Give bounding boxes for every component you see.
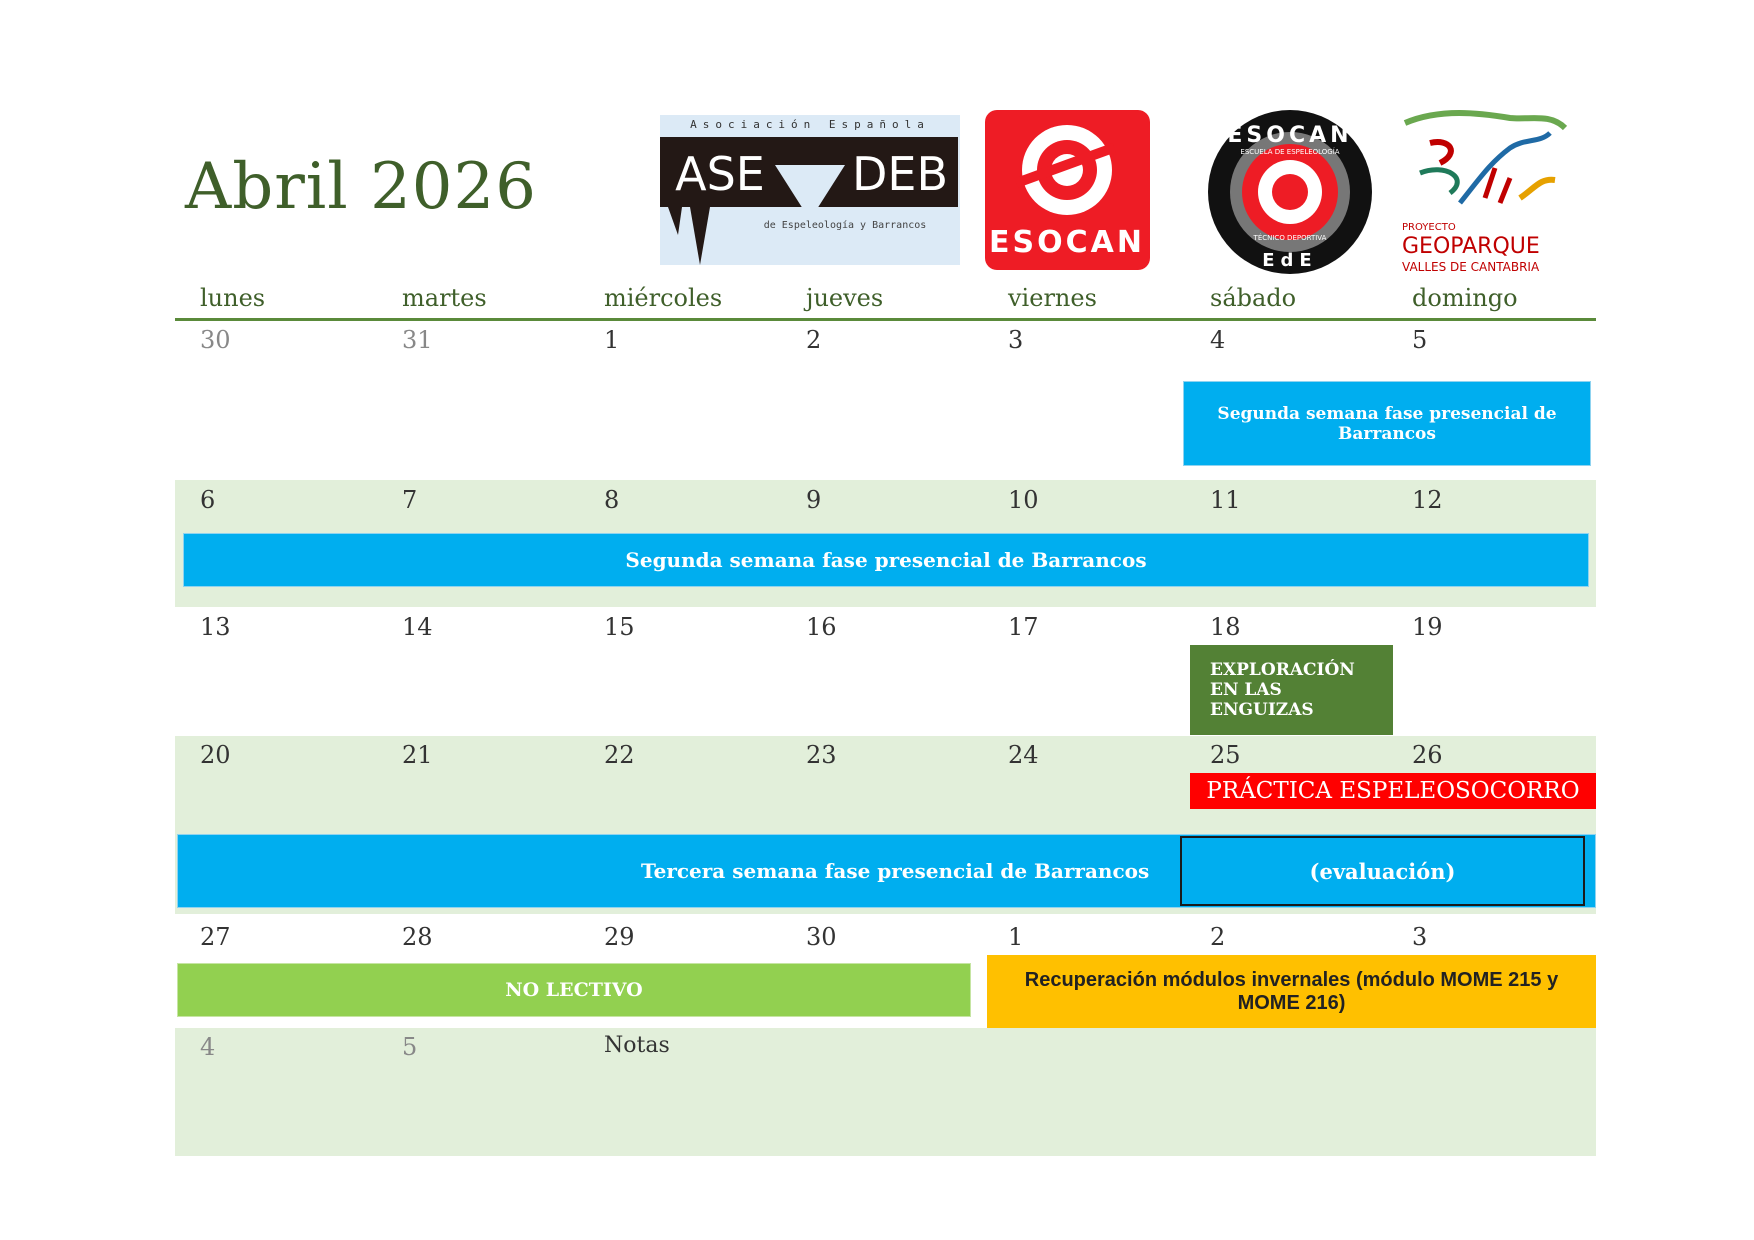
weekday-header-martes: martes <box>402 284 487 312</box>
day-cell: 20 <box>200 741 231 769</box>
day-cell: 24 <box>1008 741 1039 769</box>
asedeb-top-text: Asociación Española <box>690 118 930 131</box>
ede-logo <box>1205 108 1375 276</box>
day-cell: 17 <box>1008 613 1039 641</box>
day-cell: 7 <box>402 486 418 514</box>
day-cell: 16 <box>806 613 837 641</box>
event-label: PRÁCTICA ESPELEOSOCORRO <box>1206 778 1580 804</box>
event-label: Recuperación módulos invernales (módulo MOME 215 y MOME 216) <box>1024 968 1559 1014</box>
esocan-label: ESOCAN <box>989 225 1145 260</box>
day-cell: 4 <box>1210 326 1226 354</box>
event-label: Segunda semana fase presencial de Barrancos <box>1217 403 1557 444</box>
event-exploracion-enguizas[interactable] <box>1190 645 1393 735</box>
event-label: Tercera semana fase presencial de Barrancos <box>641 859 1150 883</box>
day-cell: 29 <box>604 923 635 951</box>
day-cell: 13 <box>200 613 231 641</box>
ede-ring-inner-text: ESCUELA DE ESPELEOLOGÍA <box>1240 148 1340 156</box>
day-cell: 11 <box>1210 486 1241 514</box>
weekday-header-sabado: sábado <box>1210 284 1297 312</box>
day-cell: 23 <box>806 741 837 769</box>
day-cell: 31 <box>402 326 433 354</box>
day-cell: 22 <box>604 741 635 769</box>
event-recuperacion-modulos[interactable] <box>987 955 1596 1028</box>
day-cell: 3 <box>1412 923 1428 951</box>
notes-band <box>175 1028 1596 1156</box>
weekday-header-miercoles: miércoles <box>604 284 723 312</box>
day-cell: 12 <box>1412 486 1443 514</box>
day-cell: 4 <box>200 1033 216 1061</box>
geoparque-line3: VALLES DE CANTABRIA <box>1402 260 1540 274</box>
event-label: NO LECTIVO <box>505 979 643 1001</box>
day-cell: 9 <box>806 486 822 514</box>
day-cell: 30 <box>806 923 837 951</box>
esocan-logo <box>985 110 1150 270</box>
event-practica-espeleosocorro[interactable] <box>1190 773 1596 809</box>
ede-center-text: EdE <box>1262 250 1318 271</box>
weekday-header-domingo: domingo <box>1412 284 1518 312</box>
event-no-lectivo[interactable] <box>177 963 971 1017</box>
day-cell: 5 <box>402 1033 418 1061</box>
weekday-header-lunes: lunes <box>200 284 266 312</box>
event-label: EXPLORACIÓN EN LAS ENGUIZAS <box>1210 660 1355 720</box>
asedeb-right-text: DEB <box>851 147 949 201</box>
event-segunda-semana-week2[interactable] <box>183 533 1589 587</box>
day-cell: 3 <box>1008 326 1024 354</box>
geoparque-logo <box>1400 108 1570 276</box>
day-cell: 30 <box>200 326 231 354</box>
day-cell: 27 <box>200 923 231 951</box>
ede-ring-bottom-text: TÉCNICO DEPORTIVA <box>1253 234 1327 242</box>
day-cell: 8 <box>604 486 620 514</box>
day-cell: 5 <box>1412 326 1428 354</box>
notes-label: Notas <box>604 1033 670 1058</box>
day-cell: 6 <box>200 486 216 514</box>
geoparque-line2: GEOPARQUE <box>1402 234 1540 259</box>
weekday-header-jueves: jueves <box>806 284 884 312</box>
day-cell: 25 <box>1210 741 1241 769</box>
event-evaluacion[interactable] <box>1180 836 1585 906</box>
asedeb-bottom-text: de Espeleología y Barrancos <box>763 220 927 231</box>
day-cell: 2 <box>1210 923 1226 951</box>
page-title: Abril 2026 <box>185 150 537 224</box>
event-label: Segunda semana fase presencial de Barrancos <box>625 548 1147 572</box>
event-segunda-semana-week1[interactable] <box>1183 381 1591 466</box>
day-cell: 21 <box>402 741 433 769</box>
day-cell: 1 <box>1008 923 1024 951</box>
day-cell: 10 <box>1008 486 1039 514</box>
day-cell: 2 <box>806 326 822 354</box>
day-cell: 18 <box>1210 613 1241 641</box>
ede-ring-top-text: ESOCAN <box>1227 123 1353 148</box>
geoparque-line1: PROYECTO <box>1402 222 1456 233</box>
day-cell: 1 <box>604 326 620 354</box>
day-cell: 19 <box>1412 613 1443 641</box>
day-cell: 14 <box>402 613 433 641</box>
asedeb-logo <box>660 115 960 265</box>
day-cell: 28 <box>402 923 433 951</box>
event-label: (evaluación) <box>1309 858 1456 884</box>
weekday-header-viernes: viernes <box>1008 284 1097 312</box>
header-divider <box>175 318 1596 321</box>
day-cell: 15 <box>604 613 635 641</box>
day-cell: 26 <box>1412 741 1443 769</box>
asedeb-left-text: ASE <box>675 147 765 201</box>
